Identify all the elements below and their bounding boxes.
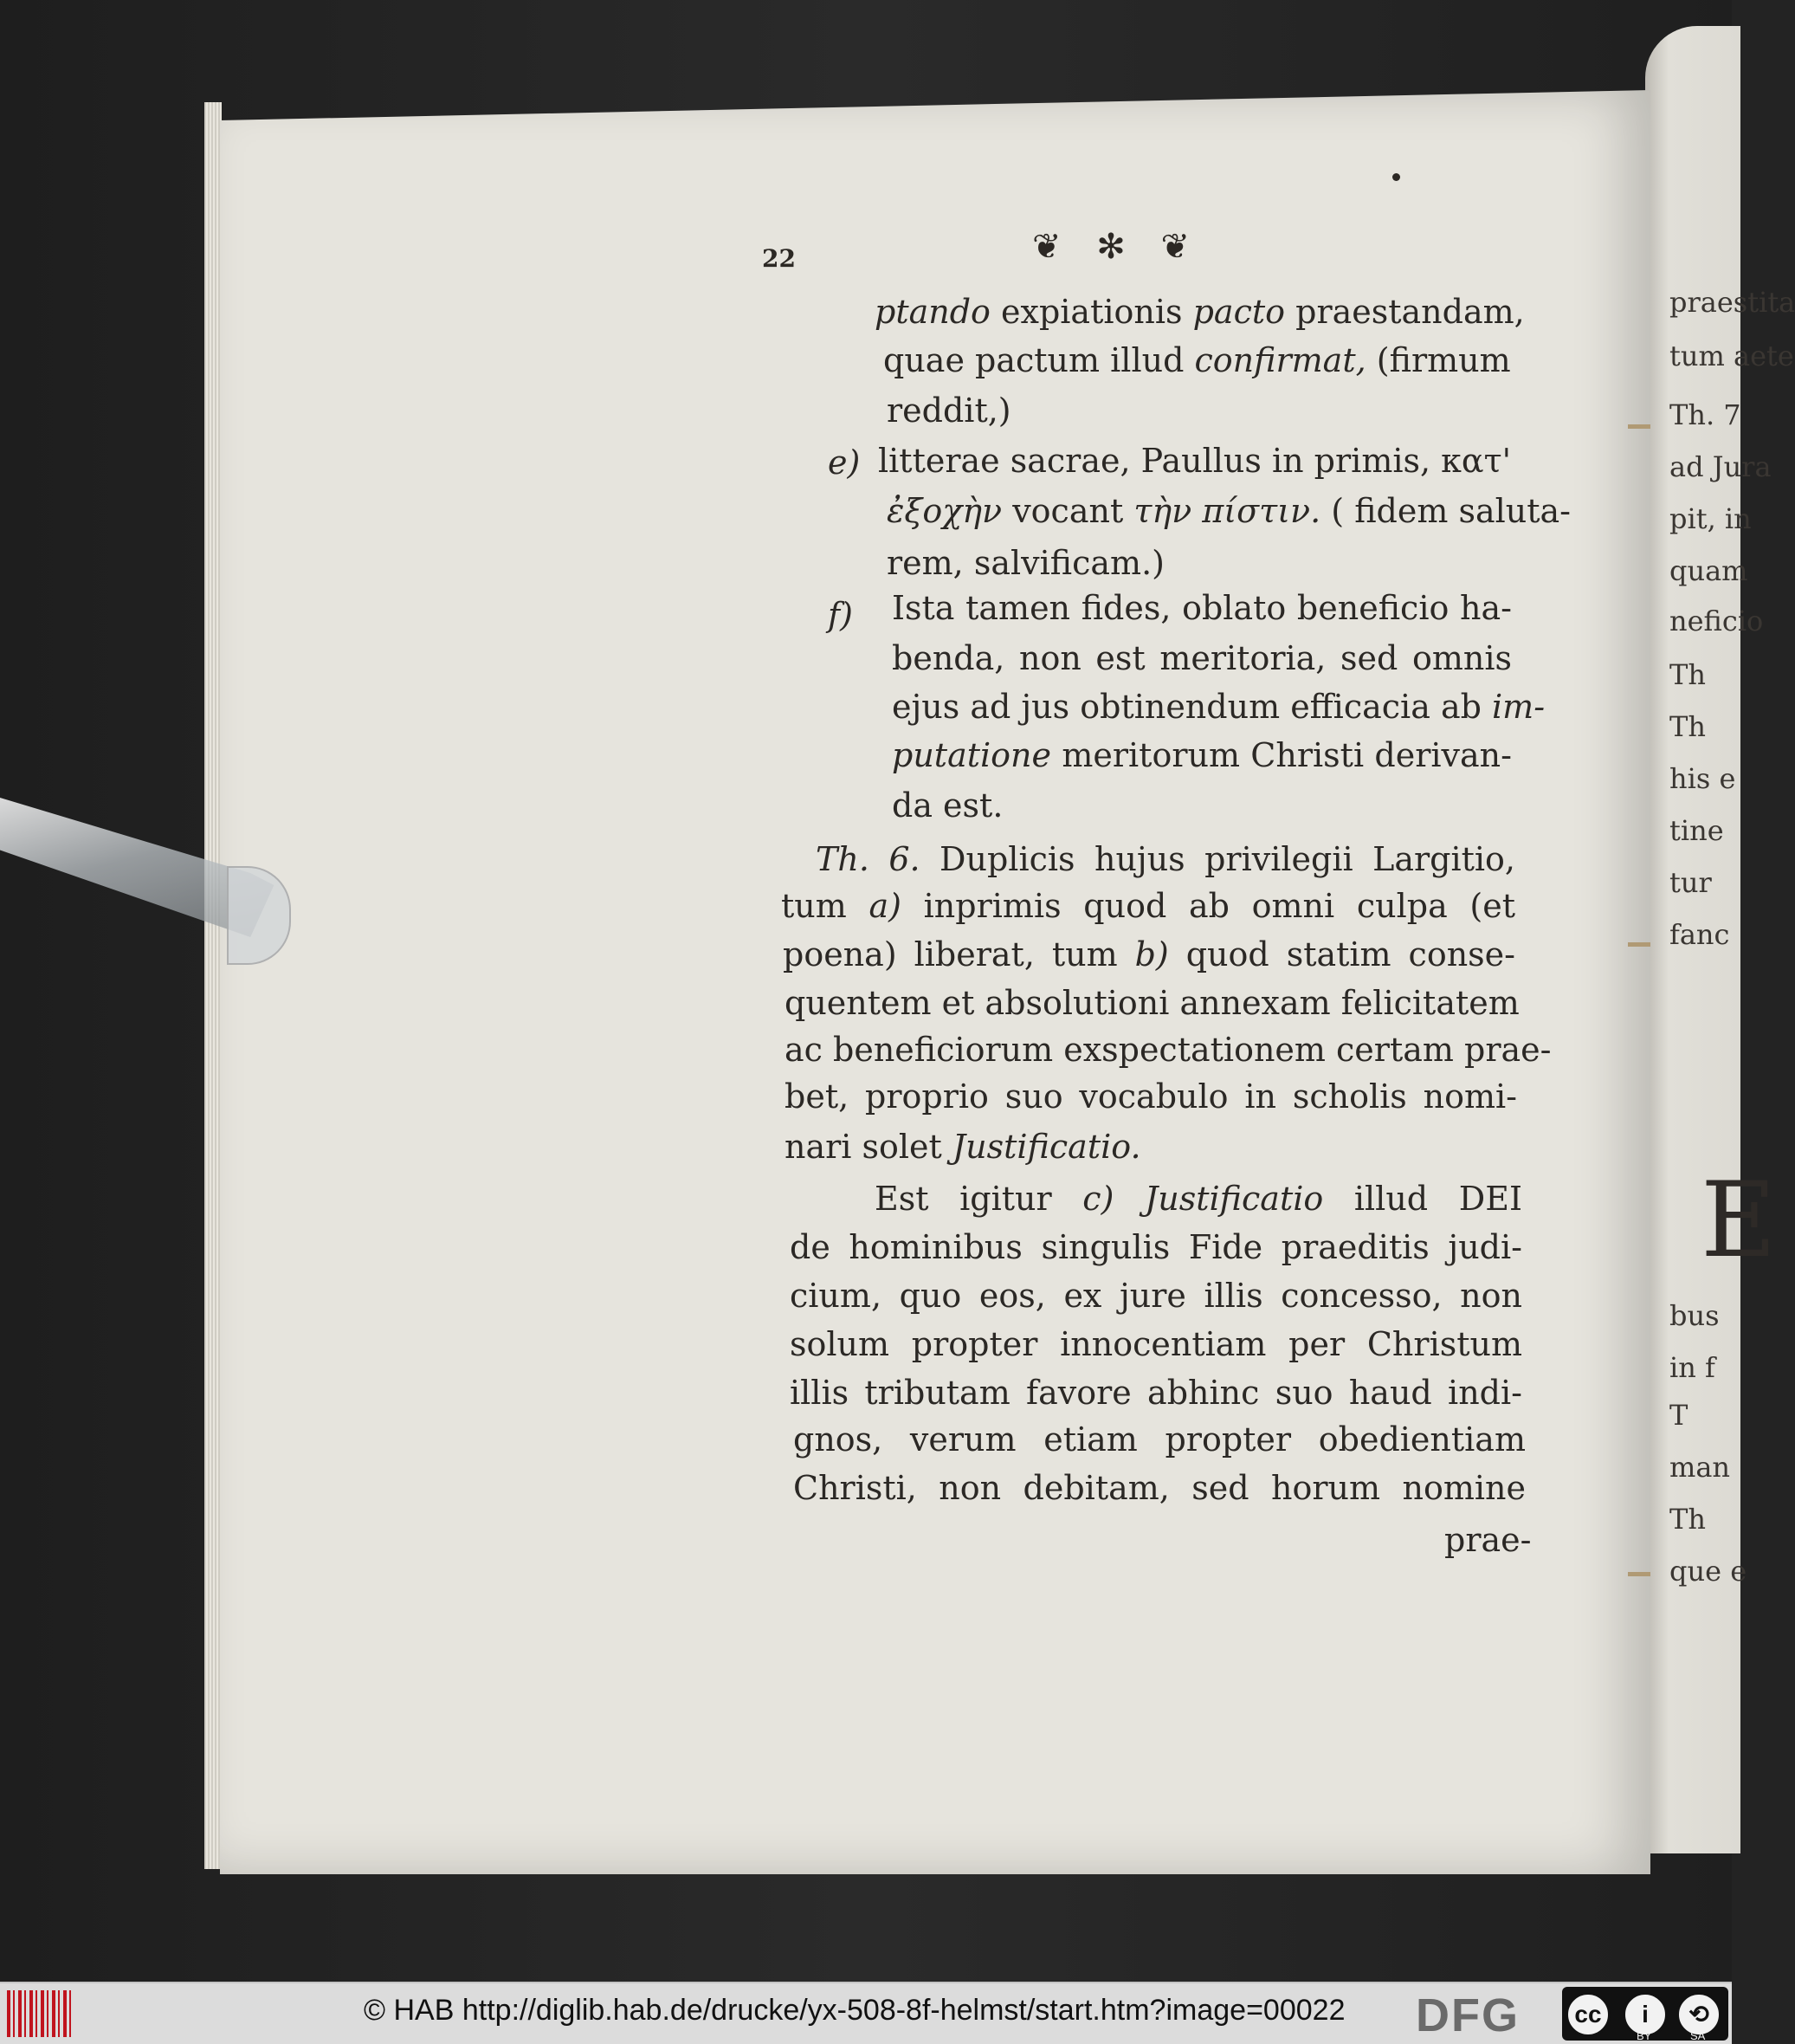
word: illud DEI	[1353, 1180, 1522, 1218]
cc-sa-label: SA	[1690, 2029, 1706, 2042]
text-line: ac beneficiorum exspectationem certam prae-	[785, 1031, 1552, 1069]
page-number: 22	[762, 244, 796, 273]
greek-word: τὴν πίστιν.	[1133, 492, 1321, 530]
facing-page	[1645, 26, 1795, 1853]
text-line	[875, 1180, 1522, 1218]
word: Duplicis hujus privilegii Largitio,	[939, 840, 1515, 878]
text-line: solum propter innocentiam per Christum	[790, 1325, 1522, 1363]
text-line: Christi, non debitam, sed horum nomine	[793, 1469, 1526, 1507]
catchword: prae-	[1444, 1521, 1532, 1559]
text-line: cium, quo eos, ex jure illis concesso, non	[790, 1277, 1522, 1315]
text-line	[892, 688, 1546, 726]
facing-page-fragment: praestita	[1669, 286, 1795, 319]
italic-word: im-	[1492, 688, 1546, 726]
italic-word: c)	[1082, 1180, 1114, 1218]
facing-page-fragment: tine	[1669, 814, 1724, 847]
text-line	[892, 736, 1512, 774]
binding-stitch	[1628, 424, 1650, 429]
binding-stitch	[1628, 942, 1650, 947]
hab-logo-icon	[7, 1990, 71, 2037]
italic-word: Justificatio	[1145, 1180, 1324, 1218]
copyright-link[interactable]: © HAB http://diglib.hab.de/drucke/yx-508-8f-helmst/start.htm?image=00022	[364, 1994, 1346, 2027]
facing-page-initial: E	[1701, 1161, 1777, 1281]
word: tum	[781, 887, 847, 925]
text-line: bet, proprio suo vocabulo in scholis nomi-	[785, 1077, 1517, 1116]
italic-word: ptando	[875, 293, 991, 331]
cc-by-label: BY	[1637, 2029, 1652, 2042]
word: ejus ad jus obtinendum efficacia ab	[892, 688, 1482, 726]
text-line	[783, 935, 1515, 973]
cc-license-badge[interactable]	[1562, 1987, 1728, 2041]
facing-page-fragment: T	[1669, 1399, 1688, 1432]
word: nari solet	[785, 1128, 942, 1166]
by-person-icon: i	[1623, 1992, 1668, 2037]
word: quae pactum illud	[883, 341, 1185, 379]
facing-page-fragment: que e	[1669, 1555, 1747, 1588]
header-ornament: ❦ ✻ ❦	[1032, 227, 1202, 267]
facing-page-fragment: bus	[1669, 1299, 1720, 1332]
text-line: illis tributam favore abhinc suo haud indi-	[790, 1374, 1522, 1412]
word: (firmum	[1376, 341, 1511, 379]
text-line: gnos, verum etiam propter obedientiam	[793, 1420, 1526, 1459]
italic-word: Justificatio.	[952, 1128, 1141, 1166]
footer-bar	[0, 1982, 1732, 2044]
binding-stitch	[1628, 1572, 1650, 1576]
word: praestandam,	[1295, 293, 1525, 331]
page-stack-edge	[204, 102, 222, 1869]
text-line	[875, 293, 1525, 331]
facing-page-fragment: ad Jura	[1669, 450, 1772, 483]
footnote-marker: e)	[828, 443, 861, 482]
facing-page-fragment: quam	[1669, 554, 1748, 587]
text-line	[887, 492, 1572, 530]
facing-page-fragment: his e	[1669, 762, 1736, 795]
ink-dot	[1392, 173, 1400, 181]
italic-word: confirmat,	[1194, 341, 1366, 379]
facing-page-fragment: Th	[1669, 658, 1706, 691]
facing-page-fragment: Th	[1669, 710, 1706, 743]
text-line	[785, 1128, 1141, 1166]
share-alike-icon: ⟲	[1676, 1992, 1721, 2037]
word: vocant	[1012, 492, 1124, 530]
word: ( fidem saluta-	[1331, 492, 1572, 530]
word: Est igitur	[875, 1180, 1052, 1218]
text-line: benda, non est meritoria, sed omnis	[892, 639, 1512, 677]
facing-page-fragment: man	[1669, 1451, 1731, 1484]
text-line: Ista tamen fides, oblato beneficio ha-	[892, 589, 1512, 627]
facing-page-fragment: pit, in	[1669, 502, 1752, 535]
facing-page-fragment: tur	[1669, 866, 1712, 899]
facing-page-fragment: fanc	[1669, 918, 1730, 951]
word: meritorum Christi derivan-	[1062, 736, 1512, 774]
italic-word: pacto	[1192, 293, 1286, 331]
text-line: da est.	[892, 786, 1004, 825]
text-line: reddit,)	[887, 391, 1011, 430]
word: inprimis quod ab omni culpa (et	[923, 887, 1515, 925]
text-line	[883, 341, 1511, 379]
italic-word: a)	[868, 887, 901, 925]
text-line: litterae sacrae, Paullus in primis, κατ'	[878, 442, 1512, 480]
text-line	[781, 887, 1515, 925]
word: quod statim conse-	[1185, 935, 1515, 973]
cc-icon: cc	[1566, 1992, 1611, 2037]
facing-page-fragment: neficio	[1669, 605, 1764, 637]
running-header	[762, 227, 1230, 273]
facing-page-fragment: in f	[1669, 1351, 1715, 1384]
facing-page-fragment: Th	[1669, 1503, 1706, 1536]
footnote-marker: f)	[828, 596, 853, 634]
text-line: de hominibus singulis Fide praeditis judi-	[790, 1228, 1522, 1266]
thesis-number: Th. 6.	[816, 840, 920, 878]
text-line: quentem et absolutioni annexam felicitatem	[785, 984, 1520, 1022]
text-line	[816, 840, 1515, 878]
word: expiationis	[1001, 293, 1183, 331]
facing-page-fragment: Th. 7	[1669, 398, 1741, 431]
word: poena) liberat, tum	[783, 935, 1118, 973]
italic-word: putatione	[892, 736, 1051, 774]
text-line: rem, salvificam.)	[887, 544, 1165, 582]
greek-word: ἐξοχὴν	[887, 492, 1003, 530]
facing-page-fragment: tum aete	[1669, 340, 1794, 372]
dfg-logo: DFG	[1416, 1989, 1520, 2041]
italic-word: b)	[1134, 935, 1169, 973]
